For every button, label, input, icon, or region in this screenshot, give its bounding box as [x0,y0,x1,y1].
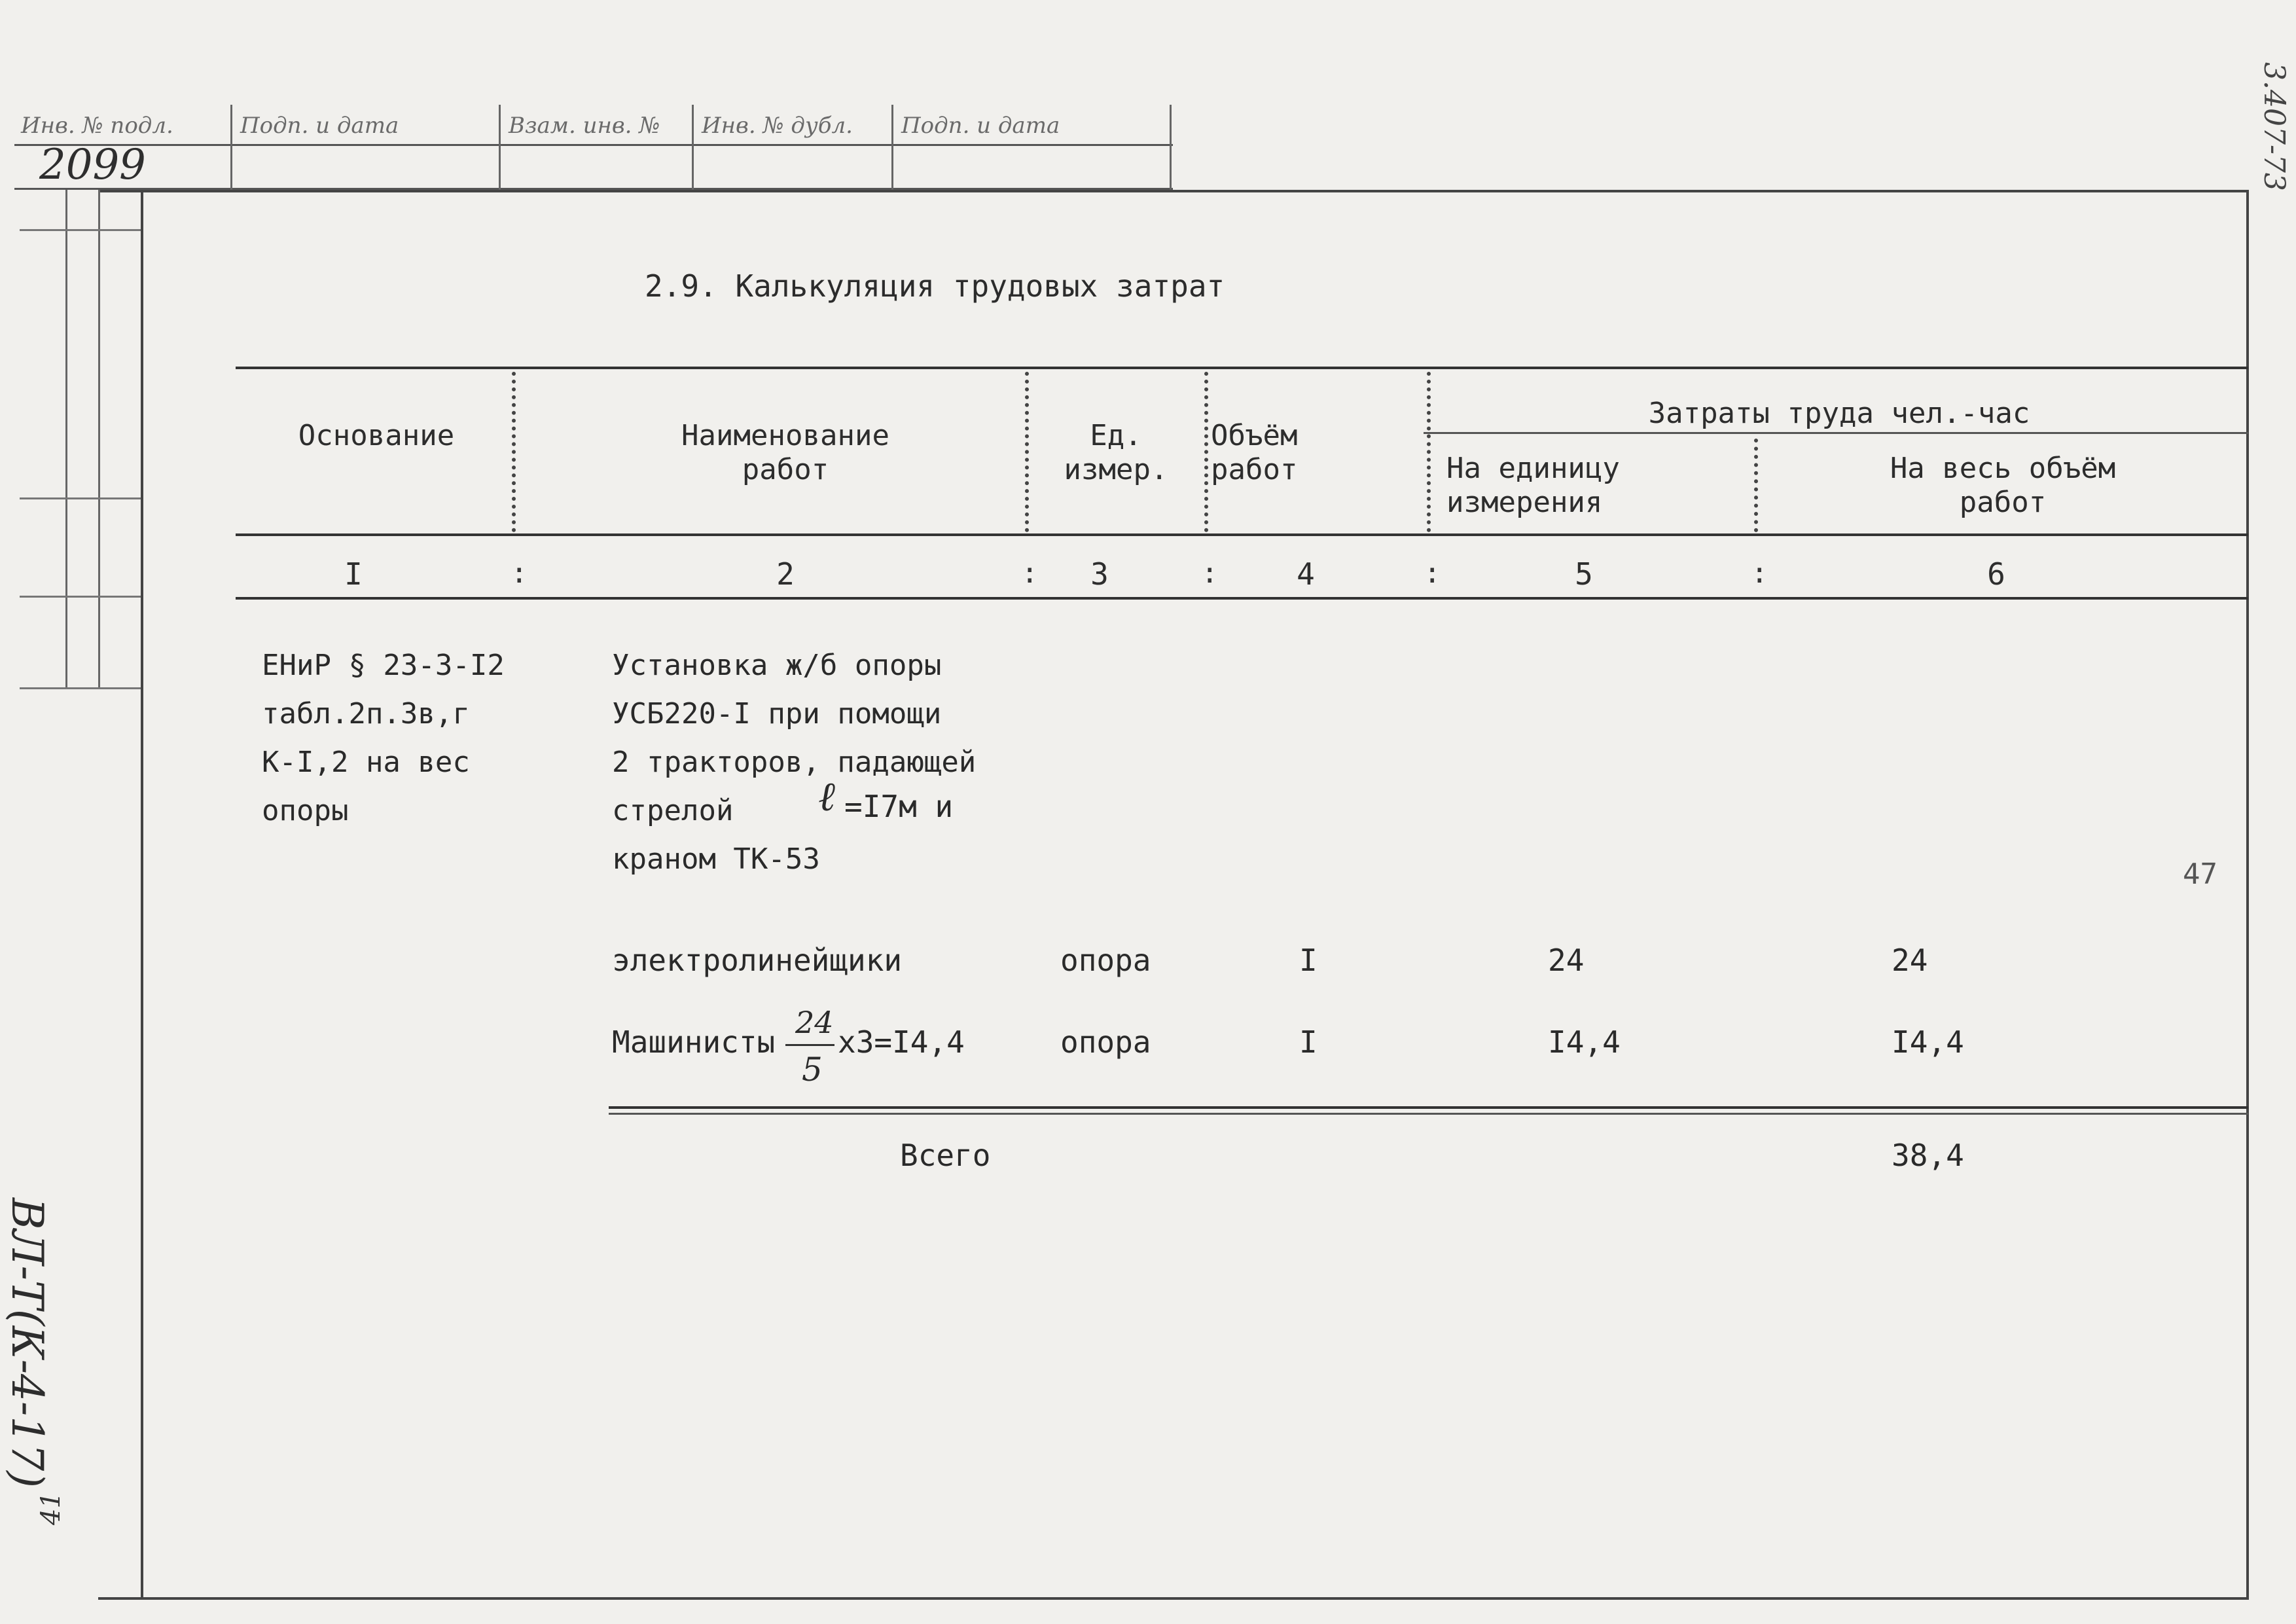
formula-numerator: 24 [795,1005,834,1040]
header-unit: Ед. измер. [1064,419,1168,486]
row-2-name: Машинисты [612,1024,776,1060]
header-rule-bottom [236,533,2248,536]
total-value: 38,4 [1892,1138,1964,1173]
total-rule-top [609,1106,2248,1109]
side-rule [20,687,141,689]
section-title: 2.9. Калькуляция трудовых затрат [645,268,1225,304]
labor-group-rule [1424,432,2248,434]
row-1-unit: опора [1060,943,1151,978]
total-rule-top-double [609,1113,2248,1115]
stamp-label-inv-orig: Инв. № подл. [21,113,173,139]
side-divider [65,190,67,687]
row-1-per-unit: 24 [1548,943,1585,978]
stamp-divider [499,105,501,190]
header-volume: Объём работ [1211,419,1298,486]
fraction-bar [785,1044,834,1046]
column-separator [1025,372,1029,532]
column-number-4: 4 [1297,556,1315,592]
right-page-mark: 47 [2183,857,2217,891]
formula-denominator: 5 [802,1051,823,1089]
colon-separator: : [1021,556,1039,590]
row-2-per-unit: I4,4 [1548,1024,1621,1060]
column-separator [1204,372,1208,532]
header-labor-group: Затраты труда чел.-час [1648,397,2030,430]
basis-text: ЕНиР § 23-3-I2 табл.2п.3в,г К-I,2 на вес опоры [262,649,505,827]
stamp-label-sign-date-2: Подп. и дата [901,113,1060,139]
colnum-rule-bottom [236,597,2248,600]
colon-separator: : [1424,556,1441,590]
column-number-6: 6 [1987,556,2005,592]
handwritten-inventory-number: 2099 [39,141,146,189]
row-1-total: 24 [1892,943,1928,978]
side-rule [20,497,141,499]
colon-separator: : [1201,556,1219,590]
header-total-volume: На весь объём работ [1890,452,2116,519]
table-rule-top [236,367,2248,369]
row-2-volume: I [1299,1024,1318,1060]
column-number-1: I [344,556,363,592]
colon-separator: : [511,556,528,590]
side-page-number: 41 [36,1492,66,1525]
frame-top [98,190,2248,192]
side-divider [98,190,100,687]
stamp-divider [1170,105,1172,190]
header-basis: Основание [298,419,455,452]
stamp-label-replace-inv: Взам. инв. № [509,113,660,139]
frame-left [141,190,143,1597]
right-document-code: 3.407-73 [2257,62,2291,191]
header-per-unit: На единицу измерения [1446,452,1620,519]
row-1-name: электролинейщики [612,943,903,978]
side-document-code: ВЛ-Т(К-4-17) [2,1198,52,1489]
work-description: Установка ж/б опоры УСБ220-I при помощи 2 тракторов, падающей стрелой краном ТК-53 [612,649,977,876]
row-2-unit: опора [1060,1024,1151,1060]
frame-right [2246,190,2249,1597]
side-rule [20,596,141,598]
stamp-rule-top [14,144,1173,146]
row-2-formula: x3=I4,4 [838,1024,965,1060]
stamp-label-sign-date: Подп. и дата [240,113,399,139]
stamp-label-inv-dup: Инв. № дубл. [702,113,853,139]
stamp-divider [692,105,694,190]
header-work-name: Наименование работ [681,419,889,486]
colon-separator: : [1751,556,1768,590]
column-number-3: 3 [1090,556,1109,592]
stamp-divider [230,105,232,190]
column-separator [1427,372,1431,532]
row-2-total: I4,4 [1892,1024,1964,1060]
total-label: Всего [900,1138,991,1173]
column-separator [1754,439,1758,532]
column-number-2: 2 [776,556,795,592]
side-rule [20,229,141,231]
stamp-divider [891,105,893,190]
frame-bottom [98,1597,2249,1600]
row-1-volume: I [1299,943,1318,978]
approval-stamp-strip [14,98,1173,190]
column-number-5: 5 [1575,556,1593,592]
handwritten-l-symbol: ℓ [818,772,835,820]
boom-length: =I7м и [844,789,954,824]
column-separator [512,372,516,532]
